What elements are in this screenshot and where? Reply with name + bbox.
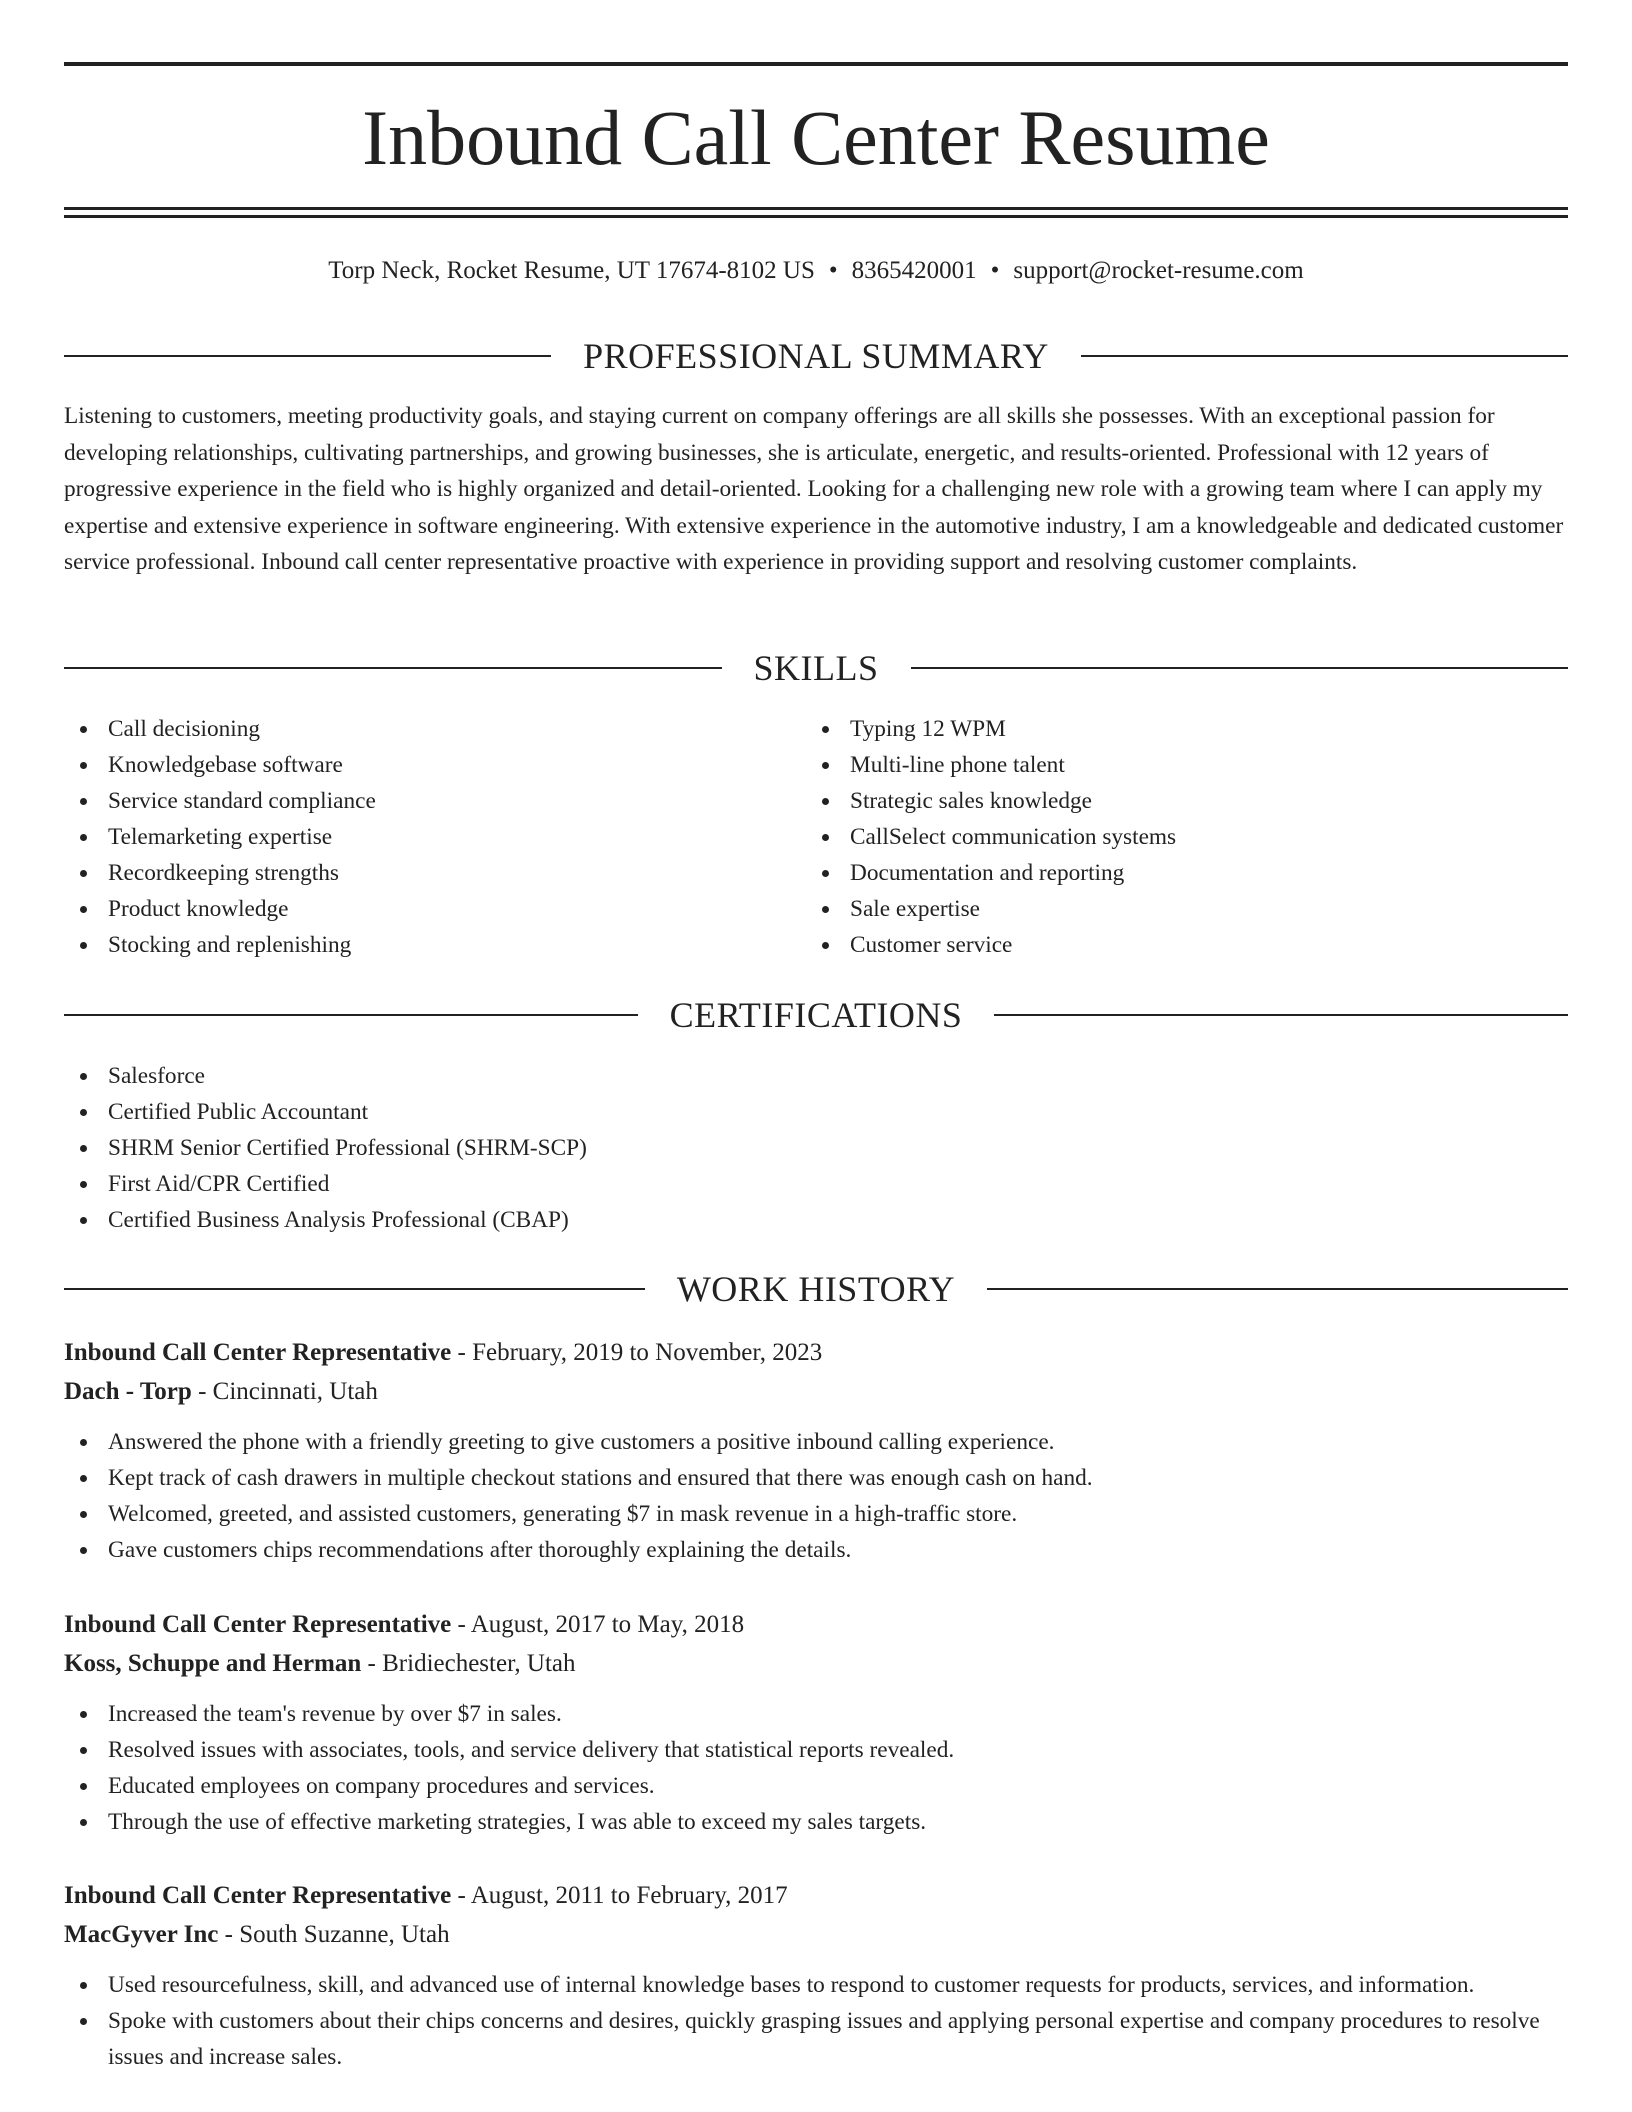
job-dates: February, 2019 to November, 2023 xyxy=(472,1339,823,1366)
job-role: Inbound Call Center Representative xyxy=(64,1882,452,1909)
job-bullet-item: Welcomed, greeted, and assisted customers, generating $7 in mask revenue in a high-traffic store. xyxy=(64,1496,1568,1532)
job-location: Bridiechester, Utah xyxy=(382,1650,576,1677)
contact-address: Torp Neck, Rocket Resume, UT 17674-8102 US xyxy=(328,257,815,284)
contact-line xyxy=(64,253,1568,289)
job-role-line xyxy=(64,1877,1568,1915)
job-bullet-item: Spoke with customers about their chips concerns and desires, quickly grasping issues and applying personal expertise and company procedures to resolve issues and increase sales. xyxy=(64,2003,1568,2075)
job-role-line xyxy=(64,1606,1568,1644)
heading-rule xyxy=(1081,355,1568,357)
job-bullet-item: Educated employees on company procedures and services. xyxy=(64,1768,1568,1804)
job-role: Inbound Call Center Representative xyxy=(64,1339,452,1366)
certifications-list xyxy=(64,1058,1568,1238)
heading-rule xyxy=(994,1014,1568,1016)
job-dash: - xyxy=(451,1882,471,1909)
job-bullet-item: Answered the phone with a friendly greeting to give customers a positive inbound calling experience. xyxy=(64,1424,1568,1460)
certification-item: SHRM Senior Certified Professional (SHRM-SCP) xyxy=(64,1130,1568,1166)
job-bullet-item: Kept track of cash drawers in multiple checkout stations and ensured that there was enough cash on hand. xyxy=(64,1460,1568,1496)
job-bullet-item: Used resourcefulness, skill, and advanced use of internal knowledge bases to respond to customer requests for products, services, and information. xyxy=(64,1967,1568,2003)
certification-item: Salesforce xyxy=(64,1058,1568,1094)
job-dates: August, 2017 to May, 2018 xyxy=(470,1611,745,1638)
job-bullets xyxy=(64,1967,1568,2075)
skills-list-left xyxy=(64,711,804,963)
heading-rule xyxy=(911,667,1569,669)
heading-rule xyxy=(64,667,722,669)
contact-email: support@rocket-resume.com xyxy=(1013,257,1304,284)
heading-rule xyxy=(64,1288,645,1290)
skill-item: Product knowledge xyxy=(64,891,804,927)
job-bullets xyxy=(64,1696,1568,1840)
heading-rule xyxy=(64,355,551,357)
skill-item: Stocking and replenishing xyxy=(64,927,804,963)
heading-rule xyxy=(987,1288,1568,1290)
job-company: Dach - Torp xyxy=(64,1378,192,1405)
job-company: Koss, Schuppe and Herman xyxy=(64,1650,362,1677)
top-rule xyxy=(64,62,1568,66)
skills-heading xyxy=(64,645,1568,691)
job-dash: - xyxy=(361,1650,383,1677)
heading-rule xyxy=(64,1014,638,1016)
skill-item: Call decisioning xyxy=(64,711,804,747)
skill-item: Service standard compliance xyxy=(64,783,804,819)
work-history-heading xyxy=(64,1266,1568,1312)
job-entry xyxy=(64,1606,1568,1840)
contact-phone: 8365420001 xyxy=(851,257,977,284)
job-bullet-item: Gave customers chips recommendations after thoroughly explaining the details. xyxy=(64,1532,1568,1568)
skill-item: Multi-line phone talent xyxy=(806,747,1568,783)
skills-heading-label: SKILLS xyxy=(753,648,879,688)
skill-item: Typing 12 WPM xyxy=(806,711,1568,747)
job-company-line xyxy=(64,1915,1568,1955)
job-company-line xyxy=(64,1644,1568,1684)
resume-title: Inbound Call Center Resume xyxy=(362,94,1270,181)
skill-item: Customer service xyxy=(806,927,1568,963)
certification-item: Certified Public Accountant xyxy=(64,1094,1568,1130)
skill-item: Documentation and reporting xyxy=(806,855,1568,891)
job-location: South Suzanne, Utah xyxy=(239,1921,450,1948)
certification-item: First Aid/CPR Certified xyxy=(64,1166,1568,1202)
summary-text: Listening to customers, meeting productivity goals, and staying current on company offerings are all skills she possesses. With an exceptional passion for developing relationships, cultivating partnerships, and growing businesses, she is articulate, energetic, and results-oriented. Professional with 12 years of progressive experience in the field who is highly organized and detail-oriented. Looking for a challenging new role with a growing team where I can apply my expertise and extensive experience in software engineering. With extensive experience in the automotive industry, I am a knowledgeable and dedicated customer service professional. Inbound call center representative proactive with experience in providing support and resolving customer complaints. xyxy=(64,403,1564,575)
skill-item: Knowledgebase software xyxy=(64,747,804,783)
job-role: Inbound Call Center Representative xyxy=(64,1611,452,1638)
skill-item: Recordkeeping strengths xyxy=(64,855,804,891)
skill-item: Strategic sales knowledge xyxy=(806,783,1568,819)
job-role-line xyxy=(64,1334,1568,1372)
certifications-heading-label: CERTIFICATIONS xyxy=(669,995,963,1035)
job-dash: - xyxy=(451,1611,471,1638)
skill-item: CallSelect communication systems xyxy=(806,819,1568,855)
job-dash: - xyxy=(191,1378,213,1405)
job-location: Cincinnati, Utah xyxy=(212,1378,378,1405)
skills-list-right xyxy=(806,711,1568,963)
job-dash: - xyxy=(218,1921,240,1948)
contact-separator: • xyxy=(990,257,1000,284)
job-dates: August, 2011 to February, 2017 xyxy=(470,1882,788,1909)
summary-heading xyxy=(64,333,1568,379)
job-entry xyxy=(64,1334,1568,1568)
job-company: MacGyver Inc xyxy=(64,1921,219,1948)
job-dash: - xyxy=(451,1339,473,1366)
job-bullet-item: Increased the team's revenue by over $7 in sales. xyxy=(64,1696,1568,1732)
job-bullet-item: Resolved issues with associates, tools, and service delivery that statistical reports revealed. xyxy=(64,1732,1568,1768)
certifications-heading xyxy=(64,992,1568,1038)
skill-item: Sale expertise xyxy=(806,891,1568,927)
contact-separator: • xyxy=(828,257,838,284)
title-double-rule xyxy=(64,207,1568,218)
certification-item: Certified Business Analysis Professional (CBAP) xyxy=(64,1202,1568,1238)
job-bullets xyxy=(64,1424,1568,1568)
summary-heading-label: PROFESSIONAL SUMMARY xyxy=(583,336,1049,376)
skill-item: Telemarketing expertise xyxy=(64,819,804,855)
job-company-line xyxy=(64,1372,1568,1412)
work-history-heading-label: WORK HISTORY xyxy=(676,1269,956,1309)
job-bullet-item: Through the use of effective marketing strategies, I was able to exceed my sales targets. xyxy=(64,1804,1568,1840)
job-entry xyxy=(64,1877,1568,2075)
